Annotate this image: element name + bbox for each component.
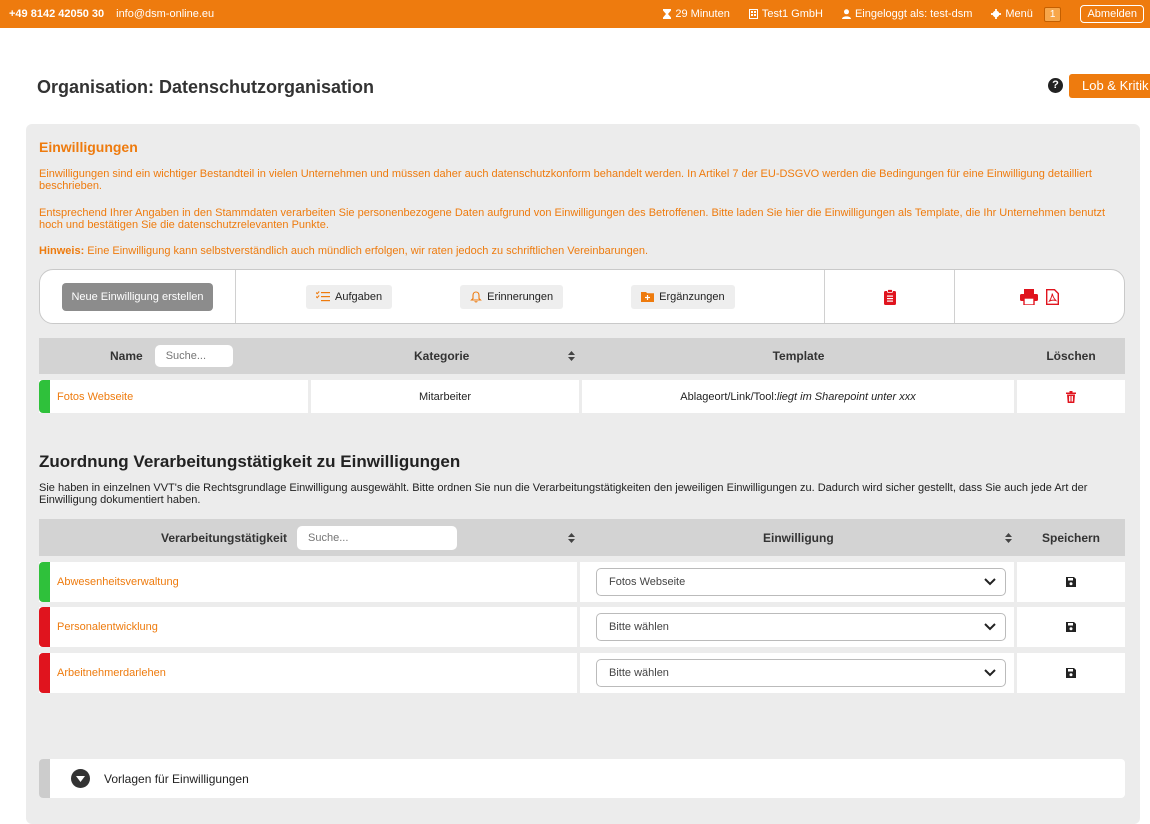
save-icon[interactable] [1066, 622, 1076, 632]
tasks-label: Aufgaben [335, 290, 383, 303]
section-title-einwilligungen: Einwilligungen [39, 139, 138, 155]
cell-save [1017, 653, 1125, 693]
cell-category: Mitarbeiter [311, 380, 579, 413]
tasks-button[interactable] [306, 285, 392, 309]
col-activity-header [39, 526, 580, 550]
folder-plus-icon [641, 291, 654, 302]
trash-icon[interactable] [1066, 391, 1076, 403]
col-save-header: Speichern [1041, 530, 1101, 545]
chevron-down-icon [984, 669, 996, 677]
toolbar-cell-clipboard [825, 270, 955, 323]
table-row[interactable] [39, 607, 1125, 647]
col-name-label: Name [110, 349, 143, 363]
cell-consent [580, 607, 1014, 647]
chevron-down-icon [984, 578, 996, 586]
cell-activity [39, 607, 577, 647]
template-value: liegt im Sharepoint unter xxx [776, 390, 916, 403]
status-indicator [39, 607, 50, 647]
hourglass-icon [663, 9, 671, 19]
new-consent-button[interactable]: Neue Einwilligung erstellen [62, 283, 212, 311]
hint-text: Eine Einwilligung kann selbstverständlich auch mündlich erfolgen, wir raten jedoch zu schriftlichen Vereinbarungen. [84, 245, 649, 257]
consent-select-value: Bitte wählen [609, 621, 669, 633]
chevron-down-icon [984, 623, 996, 631]
col-consent-label: Einwilligung [763, 530, 834, 545]
templates-accordion-title: Vorlagen für Einwilligungen [104, 771, 249, 786]
intro-paragraph-2: Entsprechend Ihrer Angaben in den Stammdaten verarbeiten Sie personenbezogene Daten aufgrund von Einwilligungen des Betroffenen. Bitte laden Sie hier die Einwilligungen als Template, die Ihr Unternehmen benutzt hoch und bestätigen Sie die datenschutzrelevanten Punkte. [39, 207, 1106, 231]
building-icon [749, 9, 758, 19]
print-icon[interactable] [1020, 289, 1038, 305]
page-title: Organisation: Datenschutzorganisation [37, 77, 375, 97]
name-search-input[interactable] [155, 345, 233, 367]
bell-icon [470, 291, 482, 303]
intro-paragraph-1: Einwilligungen sind ein wichtiger Bestandteil in vielen Unternehmen und müssen daher auch datenschutzkonform behandelt werden. In Artikel 7 der EU-DSGVO werden die Bedingungen für eine Einwilligung detailliert beschrieben. [39, 168, 1092, 192]
email-link[interactable]: info@dsm-online.eu [116, 8, 215, 20]
menu-label: Menü [1005, 8, 1033, 20]
top-bar-right [663, 5, 1144, 23]
activity-link[interactable]: Arbeitnehmerdarlehen [57, 667, 166, 679]
menu-button[interactable] [991, 8, 1033, 20]
menu-notification-badge[interactable]: 1 [1044, 7, 1062, 22]
activity-link[interactable]: Personalentwicklung [57, 621, 158, 633]
save-icon[interactable] [1066, 668, 1076, 678]
session-timer [663, 8, 729, 20]
activity-link[interactable]: Abwesenheitsverwaltung [57, 576, 179, 588]
clipboard-list-icon[interactable] [884, 289, 896, 305]
consent-select[interactable] [596, 659, 1006, 687]
reminders-label: Erinnerungen [487, 290, 554, 303]
consent-select-value: Bitte wählen [609, 667, 669, 679]
consent-select[interactable] [596, 613, 1006, 641]
cell-delete [1017, 380, 1125, 413]
activity-search-input[interactable] [297, 526, 457, 550]
toolbar-cell-export [955, 270, 1124, 323]
hint-label: Hinweis: [39, 245, 85, 257]
table-row[interactable] [39, 653, 1125, 693]
toolbar-cell-actions [236, 270, 825, 323]
user-icon [842, 9, 851, 19]
sort-icon[interactable] [568, 351, 575, 361]
logout-button[interactable]: Abmelden [1080, 5, 1144, 23]
status-indicator [39, 653, 50, 693]
company-label: Test1 GmbH [761, 8, 823, 20]
accordion-indicator [39, 759, 50, 798]
templates-accordion[interactable] [39, 759, 1125, 798]
additions-label: Ergänzungen [659, 290, 725, 303]
reminders-button[interactable] [460, 285, 563, 309]
timer-label: 29 Minuten [675, 8, 730, 20]
cell-save [1017, 562, 1125, 602]
col-name-header [39, 345, 309, 367]
col-template-header: Template [772, 349, 825, 363]
consent-table-header [39, 338, 1125, 374]
col-category-header [309, 349, 580, 363]
save-icon[interactable] [1066, 577, 1076, 587]
cell-template [582, 380, 1014, 413]
col-consent-header [580, 531, 1017, 545]
section-title-zuordnung: Zuordnung Verarbeitungstätigkeit zu Einwilligungen [39, 452, 461, 471]
action-toolbar [39, 269, 1125, 324]
col-activity-label: Verarbeitungstätigkeit [161, 530, 288, 545]
status-indicator [39, 562, 50, 602]
sort-icon[interactable] [568, 533, 575, 543]
cell-consent [580, 562, 1014, 602]
consent-select[interactable] [596, 568, 1006, 596]
template-label: Ablageort/Link/Tool: [680, 390, 777, 403]
top-bar [0, 0, 1150, 28]
gear-icon [991, 9, 1001, 19]
table-row[interactable] [39, 562, 1125, 602]
user-label: Eingeloggt als: test-dsm [854, 8, 973, 20]
additions-button[interactable] [631, 285, 734, 309]
consent-name-link[interactable]: Fotos Webseite [57, 390, 134, 403]
cell-save [1017, 607, 1125, 647]
phone-number[interactable]: +49 8142 42050 30 [9, 8, 105, 20]
cell-activity [39, 653, 577, 693]
col-category-label: Kategorie [414, 349, 470, 363]
col-delete-header: Löschen [1046, 349, 1096, 363]
company-selector[interactable] [749, 8, 823, 20]
help-icon[interactable]: ? [1048, 78, 1063, 93]
cell-activity [39, 562, 577, 602]
feedback-button[interactable]: Lob & Kritik [1069, 74, 1150, 98]
consent-select-value: Fotos Webseite [609, 576, 686, 588]
chevron-down-circle-icon[interactable] [71, 769, 90, 788]
table-row[interactable] [39, 380, 1125, 413]
sort-icon[interactable] [1005, 533, 1012, 543]
user-info[interactable] [842, 8, 972, 20]
cell-consent [580, 653, 1014, 693]
hint-paragraph [39, 245, 1129, 257]
assignment-table-header [39, 519, 1125, 556]
task-list-icon [316, 291, 330, 302]
pdf-icon[interactable] [1046, 289, 1059, 305]
cell-name [39, 380, 308, 413]
status-indicator [39, 380, 50, 413]
toolbar-cell-new [40, 270, 236, 323]
zuordnung-description: Sie haben in einzelnen VVT's die Rechtsgrundlage Einwilligung ausgewählt. Bitte ordnen Sie nun die Verarbeitungstätigkeiten den jeweiligen Einwilligungen zu. Dadurch wird sicher gestellt, dass Sie auch jede Art der Einwilligung dokumentiert haben. [39, 482, 1088, 506]
